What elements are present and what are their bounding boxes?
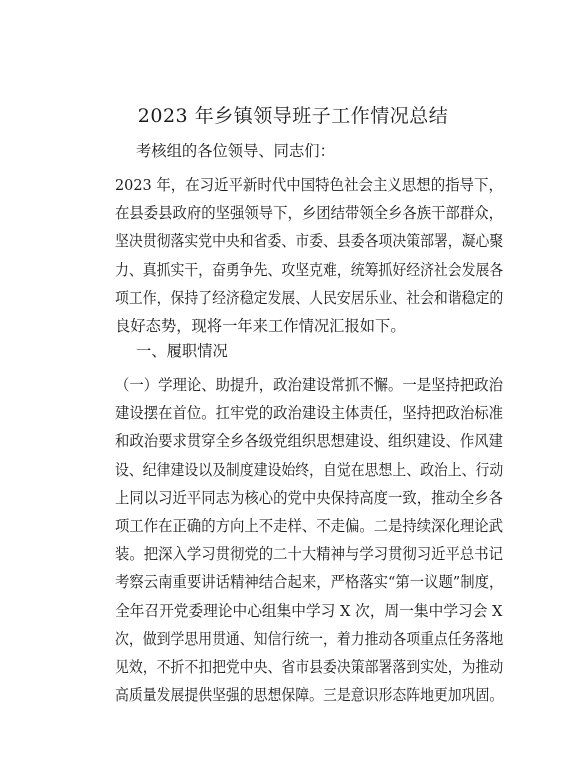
greeting-line: 考核组的各位领导、同志们： [136,142,335,160]
paragraph-intro [115,171,503,340]
paragraph-line: 良好态势，现将一年来工作情况汇报如下。 [115,316,406,335]
section-heading-text: 一、履职情况 [136,342,228,360]
paragraph-line: （一）学理论、助提升，政治建设常抓不懈。一是坚持把政治 [115,376,504,394]
paragraph-line: 全年召开党委理论中心组集中学习 X 次，周一集中学习会 X [115,601,503,620]
paragraph-line: 力、真抓实干，奋勇争先、攻坚克难，统筹抓好经济社会发展各 [115,260,503,279]
paragraph-line: 在县委县政府的坚强领导下，乡团结带领全乡各族干部群众， [115,204,504,223]
paragraph-line: 建设摆在首位。扛牢党的政治建设主体责任，坚持把政治标准 [115,404,504,423]
paragraph-line: 项工作在正确的方向上不走样、不走偏。二是持续深化理论武 [115,516,504,535]
paragraph-line: 装。把深入学习贯彻党的二十大精神与学习贯彻习近平总书记 [115,545,504,564]
paragraph-line: 和政治要求贯穿全乡各级党组织思想建设、组织建设、作风建 [115,432,504,451]
paragraph-performance [115,371,503,709]
section-heading [136,337,436,365]
paragraph-line: 项工作，保持了经济稳定发展、人民安居乐业、社会和谐稳定的 [115,288,503,307]
paragraph-line: 设、纪律建设以及制度建设始终，自觉在思想上、政治上、行动 [115,460,503,479]
paragraph-line: 见效，不折不扣把党中央、省市县委决策部署落到实处，为推动 [115,657,503,676]
paragraph-line: 坚决贯彻落实党中央和省委、市委、县委各项决策部署，凝心聚 [115,232,503,251]
paragraph-line: 考察云南重要讲话精神结合起来，严格落实“第一议题”制度， [115,573,504,592]
paragraph-line: 上同以习近平同志为核心的党中央保持高度一致，推动全乡各 [115,488,504,507]
paragraph-line: 次，做到学思用贯通、知信行统一，着力推动各项重点任务落地 [115,629,503,648]
paragraph-line: 2023 年，在习近平新时代中国特色社会主义思想的指导下， [115,176,503,194]
paragraph-line: 高质量发展提供坚强的思想保障。三是意识形态阵地更加巩固。 [115,686,503,705]
document-title: 2023 年乡镇领导班子工作情况总结 [137,105,449,127]
greeting [136,137,496,165]
